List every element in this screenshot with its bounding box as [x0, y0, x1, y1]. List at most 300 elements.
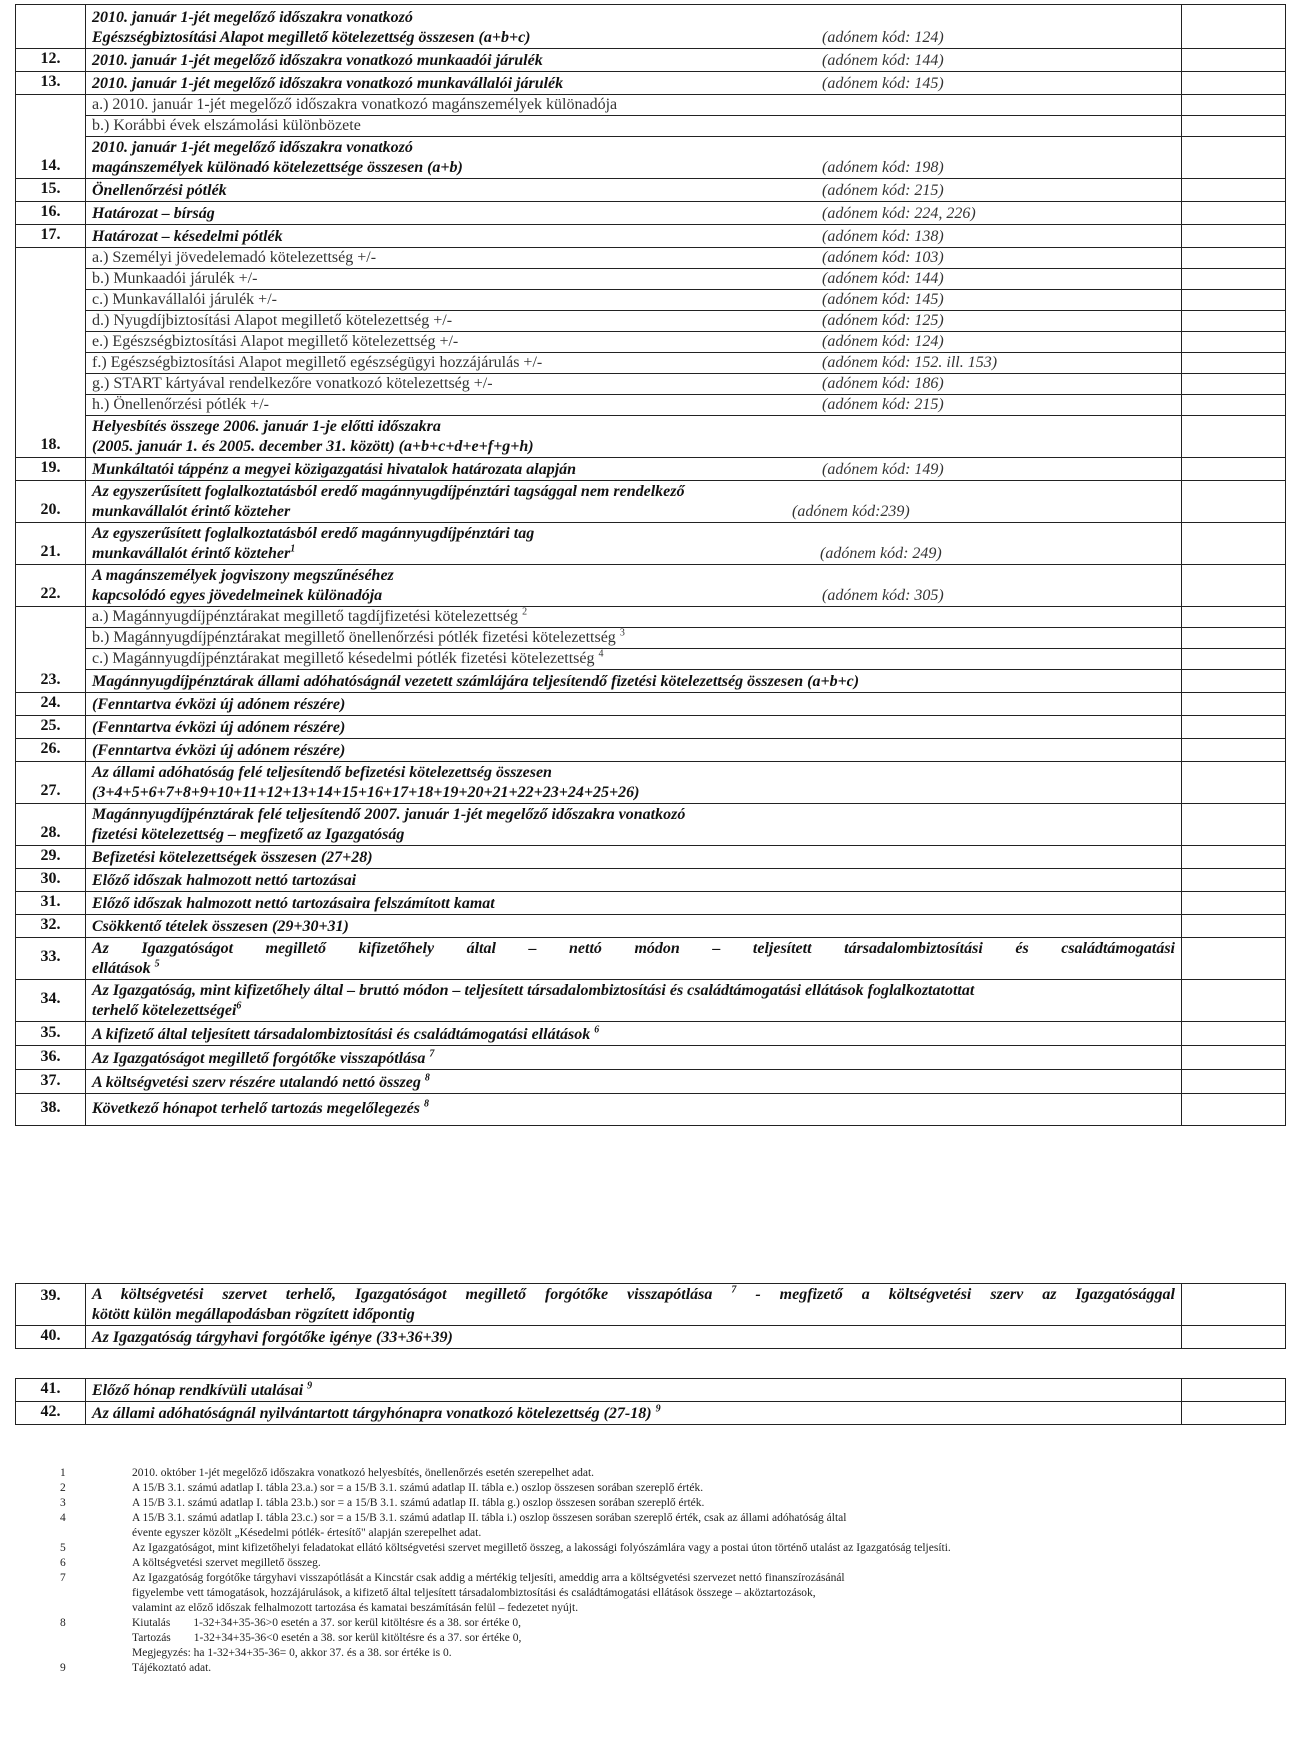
footnote-number: 2 [60, 1482, 66, 1494]
footnote-number: 9 [60, 1662, 66, 1674]
row-description [86, 1379, 1182, 1402]
table-row [16, 1284, 1286, 1326]
value-cell[interactable] [1182, 803, 1286, 845]
row-text: d.) Nyugdíjbiztosítási Alapot megillető kötelezettség +/- [92, 312, 453, 329]
row-description: Csökkentő tételek összesen (29+30+31) [86, 914, 1182, 937]
row-number: 29. [16, 845, 86, 868]
row-text: Következő hónapot terhelő tartozás megelőlegezés [92, 1100, 420, 1117]
row-text: Az Igazgatóság, mint kifizetőhely által – bruttó módon – teljesített társadalombiztosítási és családtámogatási ellátások foglalkoztatottat [92, 981, 975, 999]
row-description [86, 374, 1182, 395]
row-text: kötött külön megállapodásban rögzített időpontig [92, 1306, 415, 1323]
footnote-line [60, 1601, 1240, 1616]
value-cell[interactable] [1182, 137, 1286, 179]
table-row [16, 458, 1286, 481]
row-description [86, 1069, 1182, 1093]
table-row [16, 1326, 1286, 1349]
value-cell[interactable] [1182, 845, 1286, 868]
table-row [16, 179, 1286, 202]
footnote-ref: 7 [731, 1284, 737, 1296]
row-number: 32. [16, 914, 86, 937]
value-cell[interactable] [1182, 1069, 1286, 1093]
row-text: c.) Munkavállalói járulék +/- [92, 291, 277, 308]
table-row [16, 761, 1286, 803]
footnote-line [60, 1661, 1240, 1676]
table-row [16, 738, 1286, 761]
adonem-code: (adónem kód: 124) [822, 333, 944, 350]
footnote-text: figyelembe vett támogatások, hozzájárulások, a kifizető által teljesített társadalombiztosítási és családtámogatási ellátások összege – aköztartozások, [132, 1587, 816, 1599]
row-number: 23. [16, 670, 86, 693]
row-number: 18. [16, 416, 86, 458]
row-number: 40. [16, 1326, 86, 1349]
value-cell[interactable] [1182, 937, 1286, 979]
row-number: 34. [16, 979, 86, 1021]
adonem-code: (adónem kód: 198) [822, 159, 944, 176]
adonem-code: (adónem kód: 103) [822, 249, 944, 266]
row-description [86, 49, 1182, 72]
row-text: (2005. január 1. és 2005. december 31. között) (a+b+c+d+e+f+g+h) [92, 438, 534, 455]
row-text: b.) Magánnyugdíjpénztárakat megillető önellenőrzési pótlék fizetési kötelezettség [92, 629, 616, 646]
main-table [15, 4, 1286, 1126]
value-cell[interactable] [1182, 1093, 1286, 1125]
value-cell[interactable] [1182, 72, 1286, 95]
value-cell[interactable] [1182, 481, 1286, 523]
table-row [16, 1402, 1286, 1425]
row-description [86, 565, 1182, 607]
row-text: Önellenőrzési pótlék [92, 182, 227, 199]
row-description [86, 248, 1182, 269]
row-description [86, 269, 1182, 290]
table-row [16, 72, 1286, 95]
value-cell[interactable] [1182, 311, 1286, 332]
footnote-ref: 2 [522, 606, 528, 618]
row-number: 36. [16, 1045, 86, 1069]
value-cell[interactable] [1182, 761, 1286, 803]
row-text: Az egyszerűsített foglalkoztatásból eredő magánnyugdíjpénztári tagsággal nem rendelkező [92, 483, 685, 500]
row-description [86, 649, 1182, 670]
value-cell[interactable] [1182, 202, 1286, 225]
row-description [86, 979, 1182, 1021]
footnote-number: 6 [60, 1557, 66, 1569]
row-text: 2010. január 1-jét megelőző időszakra vonatkozó [92, 9, 413, 26]
table-row [16, 248, 1286, 269]
value-cell[interactable] [1182, 179, 1286, 202]
row-text: fizetési kötelezettség – megfizető az Igazgatóság [92, 825, 405, 843]
value-cell[interactable] [1182, 1284, 1286, 1326]
table-row [16, 607, 1286, 628]
footnote-line [60, 1511, 1240, 1526]
table-row [16, 937, 1286, 979]
row-text: 2010. január 1-jét megelőző időszakra vonatkozó [92, 139, 413, 156]
row-description [86, 458, 1182, 481]
value-cell[interactable] [1182, 649, 1286, 670]
value-cell[interactable] [1182, 607, 1286, 628]
value-cell[interactable] [1182, 374, 1286, 395]
row-number: 31. [16, 891, 86, 914]
table-row [16, 715, 1286, 738]
value-cell[interactable] [1182, 1379, 1286, 1402]
row-number [16, 374, 86, 395]
value-cell[interactable] [1182, 914, 1286, 937]
row-text: Az állami adóhatóságnál nyilvántartott tárgyhónapra vonatkozó kötelezettség (27-18) [92, 1405, 652, 1422]
adonem-code: (adónem kód: 124) [822, 29, 944, 46]
footnote-text: Megjegyzés: ha 1-32+34+35-36= 0, akkor 37. és a 38. sor értéke is 0. [132, 1647, 452, 1659]
row-description [86, 202, 1182, 225]
row-number: 19. [16, 458, 86, 481]
footnote-ref: 3 [619, 627, 625, 639]
adonem-code: (adónem kód: 144) [822, 52, 944, 69]
footnote-text: Tartozás 1-32+34+35-36<0 esetén a 38. sor kerül kitöltésre és a 37. sor értéke 0, [132, 1632, 522, 1644]
footnote-line [60, 1616, 1240, 1631]
row-description [86, 607, 1182, 628]
value-cell[interactable] [1182, 5, 1286, 49]
value-cell[interactable] [1182, 290, 1286, 311]
row-description [86, 1045, 1182, 1069]
footnote-text: A 15/B 3.1. számú adatlap I. tábla 23.b.) sor = a 15/B 3.1. számú adatlap II. tábla g.) oszlop összesen sorában szereplő érték. [132, 1497, 705, 1509]
row-number: 21. [16, 523, 86, 565]
value-cell[interactable] [1182, 416, 1286, 458]
row-description [86, 225, 1182, 248]
row-description [86, 1021, 1182, 1045]
row-number [16, 607, 86, 628]
row-number: 17. [16, 225, 86, 248]
row-number: 38. [16, 1093, 86, 1125]
row-number: 41. [16, 1379, 86, 1402]
row-text: Az egyszerűsített foglalkoztatásból eredő magánnyugdíjpénztári tag [92, 525, 535, 542]
value-cell[interactable] [1182, 715, 1286, 738]
table-row [16, 845, 1286, 868]
row-text: Előző hónap rendkívüli utalásai [92, 1382, 304, 1399]
row-number [16, 5, 86, 49]
row-text: Helyesbítés összege 2006. január 1-je előtti időszakra [92, 418, 441, 435]
table-row [16, 891, 1286, 914]
footnote-ref: 6 [594, 1024, 600, 1036]
footnote-ref: 4 [598, 648, 604, 660]
value-cell[interactable] [1182, 868, 1286, 891]
row-description: (Fenntartva évközi új adónem részére) [86, 738, 1182, 761]
row-number [16, 332, 86, 353]
value-cell[interactable] [1182, 353, 1286, 374]
footnote-text: A 15/B 3.1. számú adatlap I. tábla 23.c.) sor = a 15/B 3.1. számú adatlap II. tábla i.) oszlop összesen sorában szereplő érték, csak az állami adóhatóság által [132, 1512, 847, 1524]
row-number: 13. [16, 72, 86, 95]
footnote-text: Kiutalás 1-32+34+35-36>0 esetén a 37. sor kerül kitöltésre és a 38. sor értéke 0, [132, 1617, 521, 1629]
row-description [86, 761, 1182, 803]
row-text: magánszemélyek különadó kötelezettsége összesen (a+b) [92, 159, 463, 176]
row-description [86, 395, 1182, 416]
row-text: a.) Magánnyugdíjpénztárakat megillető tagdíjfizetési kötelezettség [92, 608, 519, 625]
row-description [86, 137, 1182, 179]
row-text: e.) Egészségbiztosítási Alapot megillető kötelezettség +/- [92, 333, 459, 350]
row-text: Munkáltatói táppénz a megyei közigazgatási hivatalok határozata alapján [92, 461, 577, 478]
row-number: 27. [16, 761, 86, 803]
table-row [16, 1021, 1286, 1045]
row-description [86, 311, 1182, 332]
row-description: Az Igazgatóság tárgyhavi forgótőke igénye (33+36+39) [86, 1326, 1182, 1349]
footnote-text: Tájékoztató adat. [132, 1662, 212, 1674]
row-description [86, 416, 1182, 458]
row-number: 24. [16, 692, 86, 715]
row-description: Befizetési kötelezettségek összesen (27+28) [86, 845, 1182, 868]
value-cell[interactable] [1182, 979, 1286, 1021]
table-row [16, 692, 1286, 715]
footnote-ref: 6 [236, 1000, 242, 1012]
footnote-line [60, 1586, 1240, 1601]
row-number: 28. [16, 803, 86, 845]
row-number [16, 116, 86, 137]
adonem-code: (adónem kód: 224, 226) [822, 205, 976, 222]
value-cell[interactable] [1182, 225, 1286, 248]
footnote-number: 5 [60, 1542, 66, 1554]
row-text: c.) Magánnyugdíjpénztárakat megillető késedelmi pótlék fizetési kötelezettség [92, 650, 595, 667]
table-row [16, 1045, 1286, 1069]
footnote-line [60, 1631, 1240, 1646]
footnotes [60, 1466, 1240, 1676]
footnote-text: Az Igazgatóságot, mint kifizetőhelyi feladatokat ellátó költségvetési szervet megillető összeg, a lakossági folyószámlára vagy a postai úton történő utalást az Igazgatóság teljesíti. [132, 1542, 951, 1554]
table-row [16, 116, 1286, 137]
adonem-code: (adónem kód: 125) [822, 312, 944, 329]
value-cell[interactable] [1182, 1402, 1286, 1425]
footnote-line [60, 1646, 1240, 1661]
table-row [16, 1379, 1286, 1402]
row-description: Előző időszak halmozott nettó tartozásai [86, 868, 1182, 891]
table-row [16, 202, 1286, 225]
footnote-ref: 8 [423, 1098, 429, 1110]
row-number [16, 95, 86, 116]
footnote-text: A 15/B 3.1. számú adatlap I. tábla 23.a.) sor = a 15/B 3.1. számú adatlap II. tábla e.) oszlop összesen sorában szereplő érték. [132, 1482, 704, 1494]
table-row [16, 332, 1286, 353]
table-row [16, 803, 1286, 845]
forgotoke-table [15, 1283, 1286, 1349]
adonem-code: (adónem kód: 145) [822, 75, 944, 92]
footnote-number: 3 [60, 1497, 66, 1509]
footnote-line [60, 1481, 1240, 1496]
row-description [86, 937, 1182, 979]
table-row [16, 416, 1286, 458]
table-row [16, 49, 1286, 72]
footnote-line [60, 1571, 1240, 1586]
table-row [16, 5, 1286, 49]
table-row [16, 95, 1286, 116]
row-number [16, 248, 86, 269]
footnote-line [60, 1466, 1240, 1481]
row-description [86, 1284, 1182, 1326]
row-text: 2010. január 1-jét megelőző időszakra vonatkozó munkaadói járulék [92, 52, 543, 69]
row-description: a.) 2010. január 1-jét megelőző időszakra vonatkozó magánszemélyek különadója [86, 95, 1182, 116]
table-row [16, 1069, 1286, 1093]
row-number [16, 353, 86, 374]
value-cell[interactable] [1182, 395, 1286, 416]
row-text: Határozat – bírság [92, 205, 215, 222]
footnote-text: évente egyszer közölt „Késedelmi pótlék- értesítő" alapján szerepelhet adat. [132, 1527, 482, 1539]
row-text: a.) Személyi jövedelemadó kötelezettség +/- [92, 249, 377, 266]
adonem-code: (adónem kód: 215) [822, 396, 944, 413]
row-description [86, 628, 1182, 649]
adonem-code: (adónem kód: 305) [822, 587, 944, 604]
row-text: A magánszemélyek jogviszony megszűnéséhez [92, 567, 394, 584]
footnote-ref: 9 [655, 1403, 661, 1415]
table-row [16, 979, 1286, 1021]
row-text: f.) Egészségbiztosítási Alapot megillető egészségügyi hozzájárulás +/- [92, 354, 543, 371]
row-description [86, 5, 1182, 49]
adonem-code: (adónem kód: 144) [822, 270, 944, 287]
row-number [16, 395, 86, 416]
row-number: 15. [16, 179, 86, 202]
table-row [16, 868, 1286, 891]
row-description [86, 179, 1182, 202]
footnote-line [60, 1496, 1240, 1511]
row-text: ellátások [92, 959, 151, 977]
footnote-text: A költségvetési szervet megillető összeg. [132, 1557, 321, 1569]
row-description: (Fenntartva évközi új adónem részére) [86, 715, 1182, 738]
table-row [16, 353, 1286, 374]
footnote-ref: 1 [290, 543, 296, 555]
table-row [16, 395, 1286, 416]
row-text: A költségvetési szerv részére utalandó nettó összeg [92, 1073, 421, 1091]
table-row [16, 649, 1286, 670]
row-text: 2010. január 1-jét megelőző időszakra vonatkozó munkavállalói járulék [92, 75, 564, 92]
value-cell[interactable] [1182, 116, 1286, 137]
footnote-ref: 7 [429, 1048, 435, 1060]
row-number: 37. [16, 1069, 86, 1093]
row-number: 20. [16, 481, 86, 523]
row-text: kapcsolódó egyes jövedelmeinek különadója [92, 587, 383, 604]
row-description [86, 1402, 1182, 1425]
table-row [16, 225, 1286, 248]
row-description: Előző időszak halmozott nettó tartozásaira felszámított kamat [86, 891, 1182, 914]
row-number [16, 649, 86, 670]
table-row [16, 290, 1286, 311]
table-row [16, 137, 1286, 179]
footnote-text: 2010. október 1-jét megelőző időszakra vonatkozó helyesbítés, önellenőrzés esetén szerepelhet adat. [132, 1467, 595, 1479]
table-row [16, 565, 1286, 607]
adonem-code: (adónem kód: 215) [822, 182, 944, 199]
row-description [86, 670, 1182, 693]
value-cell[interactable] [1182, 628, 1286, 649]
row-description [86, 332, 1182, 353]
value-cell[interactable] [1182, 248, 1286, 269]
row-number: 30. [16, 868, 86, 891]
adonem-code: (adónem kód: 249) [820, 545, 942, 562]
row-text: terhelő kötelezettségei [92, 1001, 237, 1019]
row-number: 33. [16, 937, 86, 979]
table-row [16, 523, 1286, 565]
row-description: (Fenntartva évközi új adónem részére) [86, 692, 1182, 715]
adonem-code: (adónem kód: 145) [822, 291, 944, 308]
row-text: Az Igazgatóságot megillető kifizetőhely által – nettó módon – teljesített társadalombiztosítási és családtámogatási [92, 939, 1175, 957]
row-text: Egészségbiztosítási Alapot megillető kötelezettség összesen (a+b+c) [92, 29, 531, 46]
row-number [16, 290, 86, 311]
table-row [16, 374, 1286, 395]
value-cell[interactable] [1182, 332, 1286, 353]
footnote-text: valamint az előző időszak felhalmozott tartozása és kamatai beszámításán felül – fedezetet nyújt. [132, 1602, 579, 1614]
footnote-number: 8 [60, 1617, 66, 1629]
footnote-ref: 9 [307, 1380, 313, 1392]
row-text: Az Igazgatóságot megillető forgótőke visszapótlása [92, 1049, 426, 1067]
row-text: munkavállalót érintő közteher [92, 503, 291, 520]
row-text: Magánnyugdíjpénztárak felé teljesítendő 2007. január 1-jét megelőző időszakra vonatkozó [92, 805, 686, 823]
row-number: 42. [16, 1402, 86, 1425]
value-cell[interactable] [1182, 692, 1286, 715]
row-number: 35. [16, 1021, 86, 1045]
value-cell[interactable] [1182, 269, 1286, 290]
row-number: 26. [16, 738, 86, 761]
row-number: 16. [16, 202, 86, 225]
row-text: A kifizető által teljesített társadalombiztosítási és családtámogatási ellátások [92, 1025, 591, 1043]
row-text: Határozat – késedelmi pótlék [92, 228, 283, 245]
value-cell[interactable] [1182, 1045, 1286, 1069]
table-row [16, 311, 1286, 332]
row-description [86, 1093, 1182, 1125]
row-text: Magánnyugdíjpénztárak állami adóhatóságnál vezetett számlájára teljesítendő fizetési kötelezettség összesen (a+b+c) [92, 672, 860, 690]
footnote-ref: 8 [424, 1072, 430, 1084]
row-text: - megfizető a költségvetési szerv az Igazgatósággal [755, 1286, 1176, 1303]
row-number [16, 628, 86, 649]
value-cell[interactable] [1182, 1326, 1286, 1349]
row-number [16, 311, 86, 332]
row-text: A költségvetési szervet terhelő, Igazgatóságot megillető forgótőke visszapótlása [92, 1286, 713, 1303]
table-row [16, 628, 1286, 649]
row-description [86, 72, 1182, 95]
adonem-code: (adónem kód: 152. ill. 153) [822, 354, 998, 371]
adonem-code: (adónem kód:239) [792, 503, 910, 520]
row-description [86, 523, 1182, 565]
table-row [16, 1093, 1286, 1125]
footnote-line [60, 1556, 1240, 1571]
row-description [86, 803, 1182, 845]
value-cell[interactable] [1182, 565, 1286, 607]
row-text: (3+4+5+6+7+8+9+10+11+12+13+14+15+16+17+18+19+20+21+22+23+24+25+26) [92, 783, 640, 801]
table-row [16, 914, 1286, 937]
footnote-line [60, 1526, 1240, 1541]
row-text: h.) Önellenőrzési pótlék +/- [92, 396, 269, 413]
value-cell[interactable] [1182, 1021, 1286, 1045]
footnote-ref: 5 [154, 958, 160, 970]
row-description [86, 290, 1182, 311]
value-cell[interactable] [1182, 458, 1286, 481]
value-cell[interactable] [1182, 670, 1286, 693]
row-text: g.) START kártyával rendelkezőre vonatkozó kötelezettség +/- [92, 375, 493, 392]
footnote-number: 7 [60, 1572, 66, 1584]
row-description [86, 481, 1182, 523]
row-text: munkavállalót érintő közteher [92, 545, 291, 562]
value-cell[interactable] [1182, 891, 1286, 914]
row-description: b.) Korábbi évek elszámolási különbözete [86, 116, 1182, 137]
value-cell[interactable] [1182, 95, 1286, 116]
row-number: 12. [16, 49, 86, 72]
row-number [16, 269, 86, 290]
table-row [16, 670, 1286, 693]
row-number: 22. [16, 565, 86, 607]
adonem-code: (adónem kód: 186) [822, 375, 944, 392]
row-text: Az állami adóhatóság felé teljesítendő befizetési kötelezettség összesen [92, 763, 552, 781]
adonem-code: (adónem kód: 138) [822, 228, 944, 245]
row-number: 14. [16, 137, 86, 179]
table-row [16, 481, 1286, 523]
footnote-number: 1 [60, 1467, 66, 1479]
row-description [86, 353, 1182, 374]
info-table [15, 1378, 1286, 1425]
value-cell[interactable] [1182, 523, 1286, 565]
row-number: 39. [16, 1284, 86, 1326]
row-text: b.) Munkaadói járulék +/- [92, 270, 258, 287]
footnote-number: 4 [60, 1512, 66, 1524]
table-row [16, 269, 1286, 290]
footnote-text: Az Igazgatóság forgótőke tárgyhavi visszapótlását a Kincstár csak addig a mértékig teljesíti, ameddig arra a költségvetési szervezet nettó finanszírozásánál [132, 1572, 845, 1584]
row-number: 25. [16, 715, 86, 738]
footnote-line [60, 1541, 1240, 1556]
adonem-code: (adónem kód: 149) [822, 461, 944, 478]
value-cell[interactable] [1182, 738, 1286, 761]
value-cell[interactable] [1182, 49, 1286, 72]
